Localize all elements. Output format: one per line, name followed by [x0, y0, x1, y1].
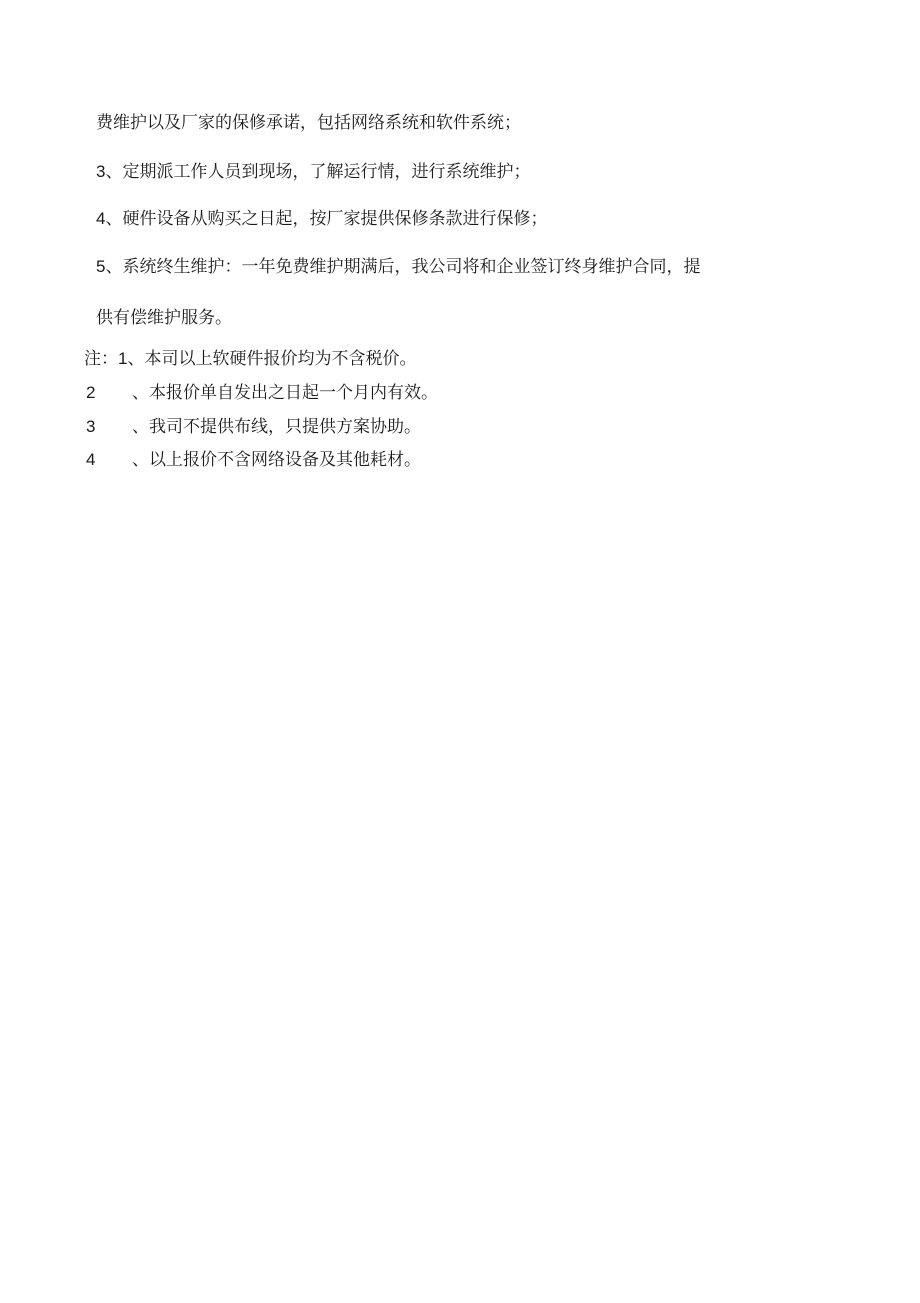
note-item-4 [132, 449, 421, 471]
list-item-4 [96, 208, 547, 230]
note-number-4: 4 [86, 450, 96, 469]
list-item-5-continuation [96, 307, 232, 329]
list-item-number: 4 [96, 209, 106, 228]
list-item-text: 、系统终生维护：一年免费维护期满后，我公司将和企业签订终身维护合同，提 [105, 257, 701, 277]
list-item-number: 5 [96, 257, 106, 276]
paragraph-continuation-text: 费维护以及厂家的保修承诺，包括网络系统和软件系统； [96, 113, 521, 133]
note-number-2: 2 [86, 383, 96, 402]
note-text: 、以上报价不含网络设备及其他耗材。 [132, 450, 421, 470]
note-number: 1 [118, 349, 128, 368]
note-text: 、本司以上软硬件报价均为不含税价。 [127, 349, 417, 369]
note-number-3: 3 [86, 417, 96, 436]
note-item-3 [132, 416, 421, 438]
list-item-3 [96, 161, 530, 183]
notes-label: 注： [84, 349, 118, 369]
list-item-text: 、硬件设备从购买之日起，按厂家提供保修条款进行保修； [105, 209, 548, 229]
note-item-1 [84, 348, 416, 370]
note-item-2 [132, 382, 438, 404]
list-item-number: 3 [96, 162, 106, 181]
note-text: 、本报价单自发出之日起一个月内有效。 [132, 383, 438, 403]
list-item-continuation-text: 供有偿维护服务。 [96, 308, 232, 328]
list-item-5 [96, 256, 700, 278]
paragraph-continuation [96, 112, 521, 134]
note-text: 、我司不提供布线，只提供方案协助。 [132, 417, 421, 437]
list-item-text: 、定期派工作人员到现场，了解运行情，进行系统维护； [105, 162, 531, 182]
